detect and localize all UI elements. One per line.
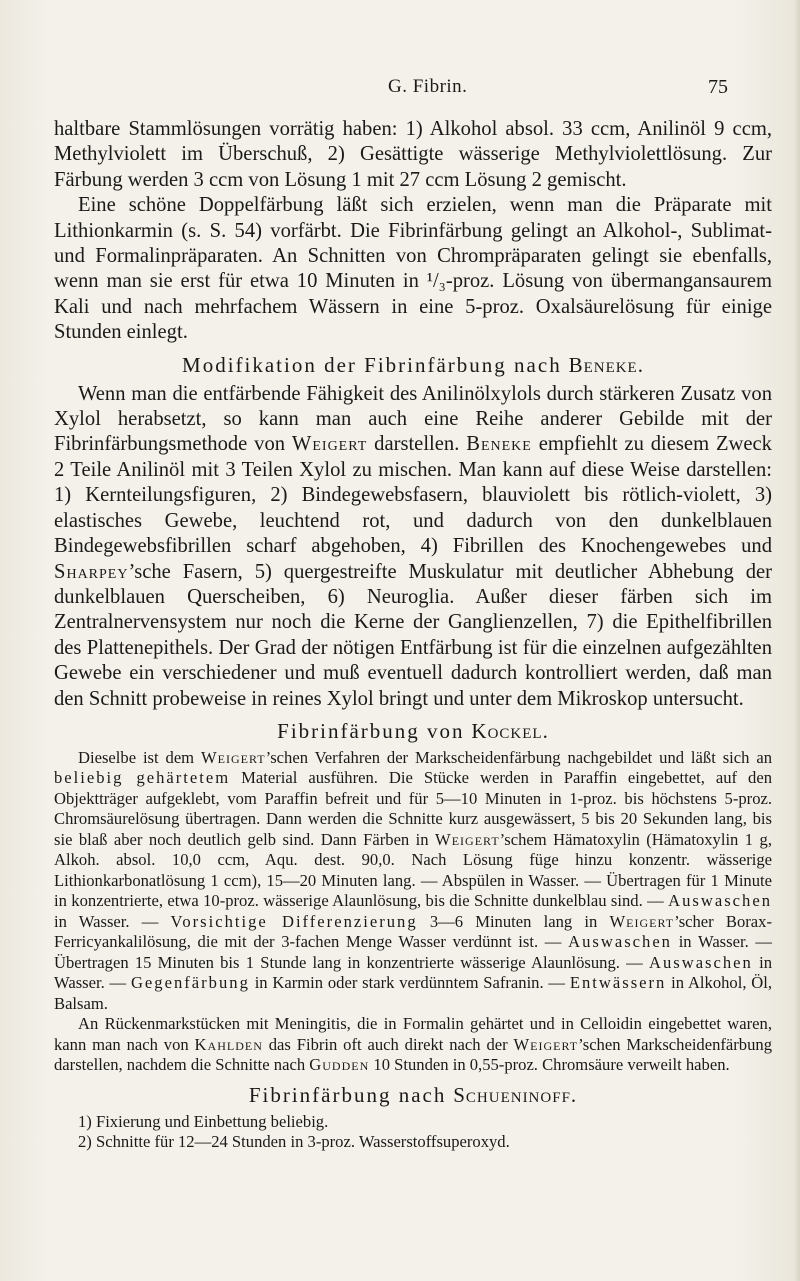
text-run: ’sche Fasern, 5) quergestreifte Muskulatur mit deutlicher Abhebung der dunkelblauen Querscheiben, 6) Neuroglia. Außer dieser färben sich im Zentralnervensystem nur noch die Kerne der Ganglienzellen, 7) die Epithelfibrillen des Plattenepithels. Der Grad der nötigen Entfärbung ist für die einzelnen aufgezählten Gewebe ein verschiedener und muß eventuell dadurch kontrolliert werden, daß man den Schnitt probeweise in reines Xylol bringt und unter dem Mikroskop untersucht.: [54, 560, 772, 710]
author-name: Kahlden: [194, 1034, 263, 1054]
procedure-steps: [54, 1112, 772, 1153]
author-name: Gudden: [309, 1055, 370, 1075]
text-run: darstellen.: [374, 433, 460, 456]
heading-beneke-modification: [54, 352, 772, 378]
text-run: das Fibrin oft auch direkt nach der: [268, 1034, 508, 1054]
heading-kockel-staining: [54, 718, 772, 744]
emphasis-text: beliebig gehärtetem: [54, 768, 231, 788]
text-run: An Rückenmarkstücken mit Meningitis, die in Formalin gehärtet und in Celloidin eingebettet waren, kann man nach: [54, 1014, 772, 1054]
heading-text: Fibrinfärbung von: [277, 718, 465, 743]
text-run: ’schem Hämatoxylin (Hämatoxylin 1 g, Alkoh. absol. 10,0 ccm, Aqu. dest. 90,0. Nach Lösung füge hinzu konzentr. wässerige Lithionkarbonatlösung 1 ccm), 15—20 Minuten lang. — Abspülen in Wasser. — Übertragen für 1 Minute in konzentrierte, etwa 10-proz. wässerige Alaunlösung, bis die Schnitte dunkelblau sind. —: [54, 829, 772, 911]
author-name: Schueninoff.: [453, 1082, 578, 1107]
page-edge-shadow: [794, 0, 800, 1281]
emphasis-text: Gegenfärbung: [130, 973, 250, 993]
author-name: Beneke: [466, 433, 532, 456]
author-name: Sharpey: [54, 560, 129, 583]
heading-text: Modifikation der Fibrinfärbung nach: [182, 352, 562, 377]
running-title: G. Fibrin.: [388, 76, 468, 97]
author-name: Beneke.: [568, 352, 644, 377]
author-name: Weigert: [609, 911, 675, 931]
emphasis-text: Vorsichtige Differenzierung: [170, 911, 418, 931]
page-body: [54, 117, 772, 1153]
emphasis-text: Auswaschen: [668, 891, 772, 911]
author-name: Kockel.: [471, 718, 549, 743]
text-run: empfiehlt zu diesem Zweck 2 Teile Anilinöl mit 3 Teilen Xylol zu mischen. Man kann auf diese Weise darstellen: 1) Kernteilungsfiguren, 2) Bindegewebsfasern, blauviolett bis rötlich-violett, 3) elastisches Gewebe, leuchtend rot, und dadurch von den dunkelblauen Bindegewebsfibrillen scharf abgehoben, 4) Fibrillen des Knochengewebes und: [54, 433, 772, 558]
text-run: in Wasser. — Übertragen 15 Minuten bis 1 Stunde lang in konzentrierte wässerige Alaunlösung. —: [54, 932, 773, 972]
author-name: Weigert: [291, 433, 368, 456]
author-name: Weigert: [435, 829, 500, 849]
paragraph-kockel-method: [54, 748, 772, 1015]
text-run: in Karmin oder stark verdünntem Safranin. —: [254, 973, 566, 993]
text-run: Wenn man die entfärbende Fähigkeit des Anilinölxylols durch stärkeren Zusatz von Xylol herabsetzt, so kann man auch eine Reihe anderer Gebilde mit der Fibrinfärbungsmethode von: [54, 382, 772, 456]
running-header: [0, 76, 800, 100]
text-run: 10 Stunden in 0,55-proz. Chromsäure verweilt haben.: [373, 1055, 730, 1075]
text-run: in Wasser. —: [54, 952, 772, 993]
text-run: Material ausführen. Die Stücke werden in Paraffin eingebettet, auf den Objektträger aufgeklebt, vom Paraffin befreit und für 5—10 Minuten in 1-proz. bis höchstens 5-proz. Chromsäurelösung übertragen. Dann werden die Schnitte kurz ausgewässert, 5 bis 20 Sekunden lang, bis sie blaß aber noch deutlich gelb sind. Dann Färben in: [54, 768, 772, 849]
emphasis-text: Entwässern: [569, 973, 667, 993]
text-run: ’schen Markscheidenfärbung darstellen, nachdem die Schnitte nach: [54, 1034, 772, 1075]
paragraph-beneke-method: [54, 382, 772, 712]
paragraph-double-staining: Eine schöne Doppelfärbung läßt sich erzielen, wenn man die Präparate mit Lithionkarmin (s. S. 54) vorfärbt. Die Fibrinfärbung gelingt an Alkohol-, Sublimat- und Formalinpräparaten. An Schnitten von Chrompräparaten gelingt sie ebenfalls, wenn man sie erst für etwa 10 Minuten in ¹/₃-proz. Lösung von übermangansaurem Kali und nach mehrfachem Wässern in eine 5-proz. Oxalsäurelösung für einige Stunden einlegt.: [54, 194, 772, 344]
text-run: ’schen Verfahren der Markscheidenfärbung nachgebildet und läßt sich an: [265, 747, 772, 767]
text-run: ’scher Borax-Ferricyankalilösung, die mit der 3-fachen Menge Wasser verdünnt ist. —: [54, 911, 772, 952]
heading-text: Fibrinfärbung nach: [248, 1082, 447, 1107]
text-run: Dieselbe ist dem: [78, 747, 195, 767]
page-number: 75: [708, 76, 728, 98]
text-run: von: [163, 1034, 189, 1054]
emphasis-text: Auswaschen: [568, 932, 672, 952]
paragraph-meningitis: [54, 1014, 772, 1076]
list-item: 2) Schnitte für 12—24 Stunden in 3-proz. Wasserstoffsuperoxyd.: [78, 1132, 510, 1152]
text-run: in Wasser. —: [54, 911, 159, 931]
emphasis-text: Auswaschen: [648, 952, 753, 972]
author-name: Weigert: [201, 747, 266, 767]
text-run: in Alkohol, Öl, Balsam.: [54, 973, 773, 1013]
author-name: Weigert: [513, 1034, 579, 1054]
text-run: 3—6 Minuten lang in: [429, 911, 598, 931]
heading-schueninoff-staining: [54, 1082, 772, 1108]
list-item: 1) Fixierung und Einbettung beliebig.: [78, 1111, 329, 1131]
paragraph-stock-solutions: haltbare Stammlösungen vorrätig haben: 1) Alkohol absol. 33 ccm, Anilinöl 9 ccm, Methylviolett im Überschuß, 2) Gesättigte wässerige Methylviolettlösung. Zur Färbung werden 3 ccm von Lösung 1 mit 27 ccm Lösung 2 gemischt.: [54, 118, 772, 191]
